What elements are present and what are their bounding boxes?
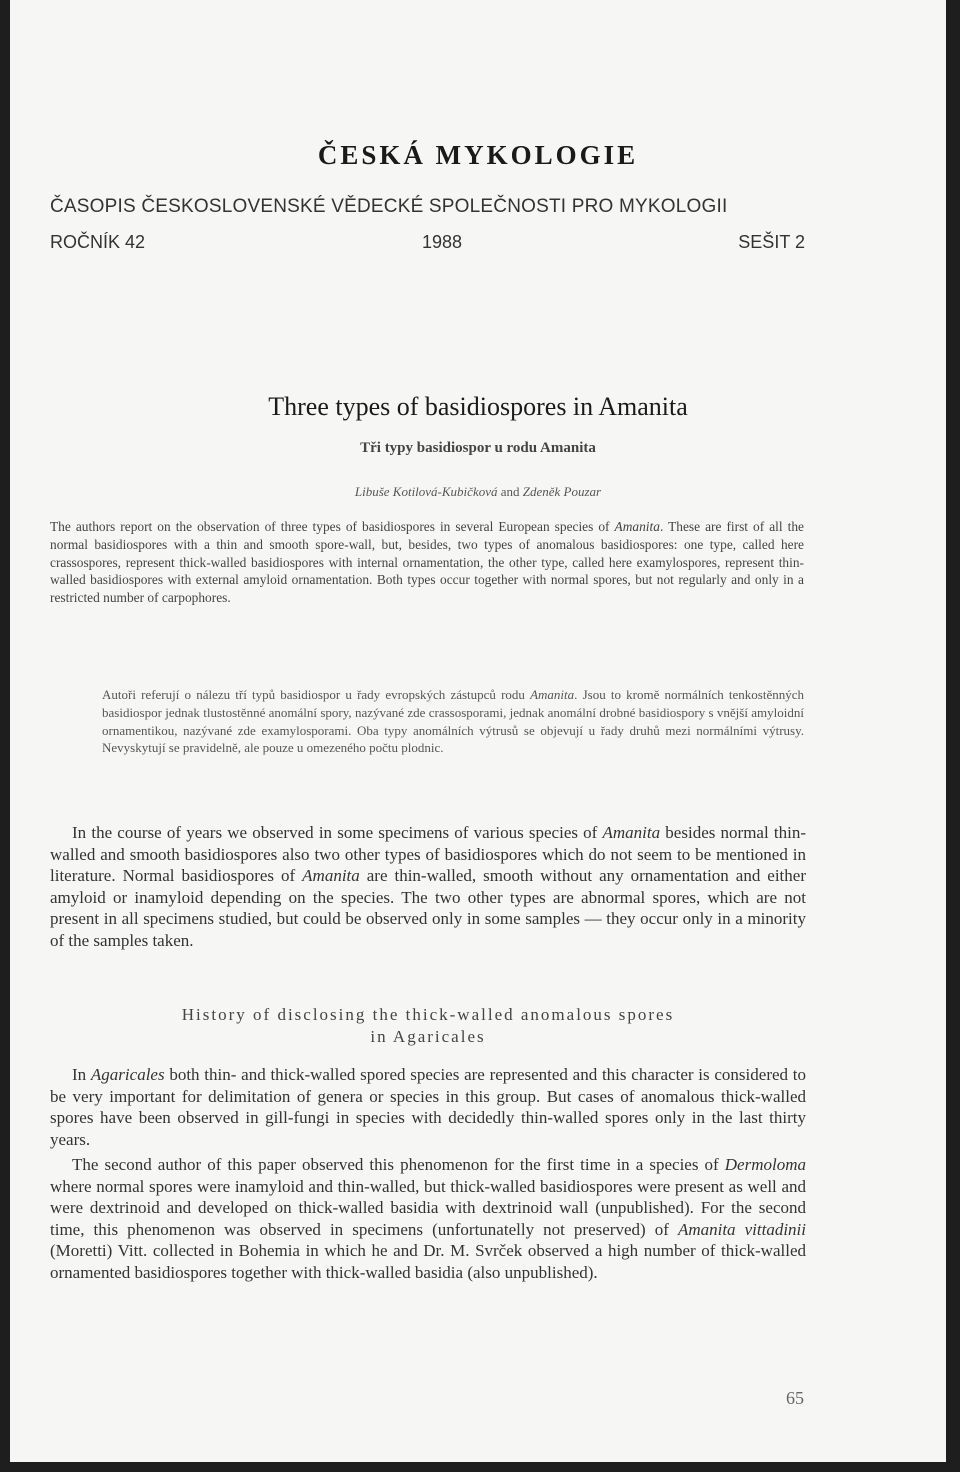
summary-text-2: . Jsou to kromě normálních tenkostěnných basidiospor jednak tlustostěnné anomální spory, nazývané zde crassosporami, jednak anomální drobné basidiospory s vnější amyloidní ornamentikou, nazývané zde examylosporami. Oba typy anomálních výtrusů se objevují u řady druhů mezi normálními výtrusy. Nevyskytují se pravidelně, ale pouze u omezeného počtu plodnic.	[102, 687, 804, 756]
body-paragraph-2	[50, 1064, 806, 1150]
abstract-genus: Amanita	[614, 519, 660, 534]
volume-label: ROČNÍK 42	[50, 232, 146, 252]
author-conjunction: and	[500, 484, 520, 499]
section-heading-line-1: History of disclosing the thick-walled anomalous spores	[181, 1005, 675, 1024]
p2-text-a: In	[72, 1065, 91, 1084]
p3-genus: Dermoloma	[724, 1155, 806, 1174]
body-paragraph-1	[50, 822, 806, 952]
p3-species: Amanita vittadinii	[677, 1219, 806, 1239]
summary-text-1: Autoři referují o nálezu tří typů basidiospor u řady evropských zástupců rodu	[102, 687, 531, 702]
p1-text-b: besides normal thin-walled and smooth basidiospores also two other types of basidiospores which do not seem to be mentioned in literature. Normal basidiospores of	[50, 823, 806, 886]
p1-text-a: In the course of years we observed in some specimens of various species of	[72, 823, 603, 842]
journal-subtitle: ČASOPIS ČESKOSLOVENSKÉ VĚDECKÉ SPOLEČNOSTI PRO MYKOLOGII	[50, 196, 728, 217]
journal-title: ČESKÁ MYKOLOGIE	[317, 140, 639, 170]
p3-text-c: (Moretti) Vitt. collected in Bohemia in which he and Dr. M. Svrček observed a high number of thick-walled ornamented basidiospores together with thick-walled basidia (also unpublished).	[50, 1241, 806, 1282]
abstract-czech	[102, 686, 804, 757]
abstract-text-1: The authors report on the observation of three types of basidiospores in several European species of	[50, 519, 615, 534]
p1-genus: Amanita	[602, 823, 661, 842]
author-1: Libuše Kotilová-Kubičková	[354, 484, 498, 499]
journal-page	[10, 0, 946, 1462]
year-label: 1988	[422, 232, 463, 252]
p2-text-b: both thin- and thick-walled spored species are represented and this character is considered to be very important for delimitation of genera or species in this group. But cases of anomalous thick-walled spores have been observed in gill-fungi in species with decidedly thin-walled spores only in the last thirty years.	[50, 1065, 806, 1149]
article-title: Three types of basidiospores in Amanita	[268, 392, 688, 421]
article-czech-title: Tři typy basidiospor u rodu Amanita	[360, 440, 596, 456]
abstract-text-2: . These are first of all the normal basidiospores with a thin and smooth spore-wall, but, besides, two types of anomalous basidiospores: one type, called here crassospores, represent thick-walled basidiospores with internal ornamentation, the other type, called here examylospores, represent thin-walled basidiospores with external amyloid ornamentation. Both types occur together with normal spores, but not regularly and only in a restricted number of carpophores.	[50, 519, 804, 606]
page-number: 65	[786, 1388, 804, 1408]
body-paragraph-3	[50, 1154, 806, 1284]
author-2: Zdeněk Pouzar	[522, 484, 602, 499]
p1-genus-2: Amanita	[302, 866, 360, 886]
p2-order: Agaricales	[90, 1065, 165, 1084]
abstract-english	[50, 518, 804, 607]
p3-text-b: where normal spores were inamyloid and thin-walled, but thick-walled basidiospores were present as well and were dextrinoid and developed on thick-walled basidia with dextrinoid wall (unpublished). For the second time, this phenomenon was observed in specimens (unfortunatelly not preserved) of	[50, 1176, 806, 1239]
section-heading	[10, 1004, 846, 1048]
article-authors	[10, 484, 946, 500]
p3-text-a: The second author of this paper observed this phenomenon for the first time in a species of	[72, 1155, 725, 1174]
issue-label: SEŠIT 2	[738, 232, 805, 252]
section-heading-line-2: in Agaricales	[370, 1027, 486, 1046]
summary-genus: Amanita	[530, 687, 575, 702]
p1-text-c: are thin-walled, smooth without any ornamentation and either amyloid or inamyloid depending on the species. The two other types are abnormal spores, which are not present in all specimens studied, but could be observed only in some samples — they occur only in a minority of the samples taken.	[50, 866, 806, 950]
